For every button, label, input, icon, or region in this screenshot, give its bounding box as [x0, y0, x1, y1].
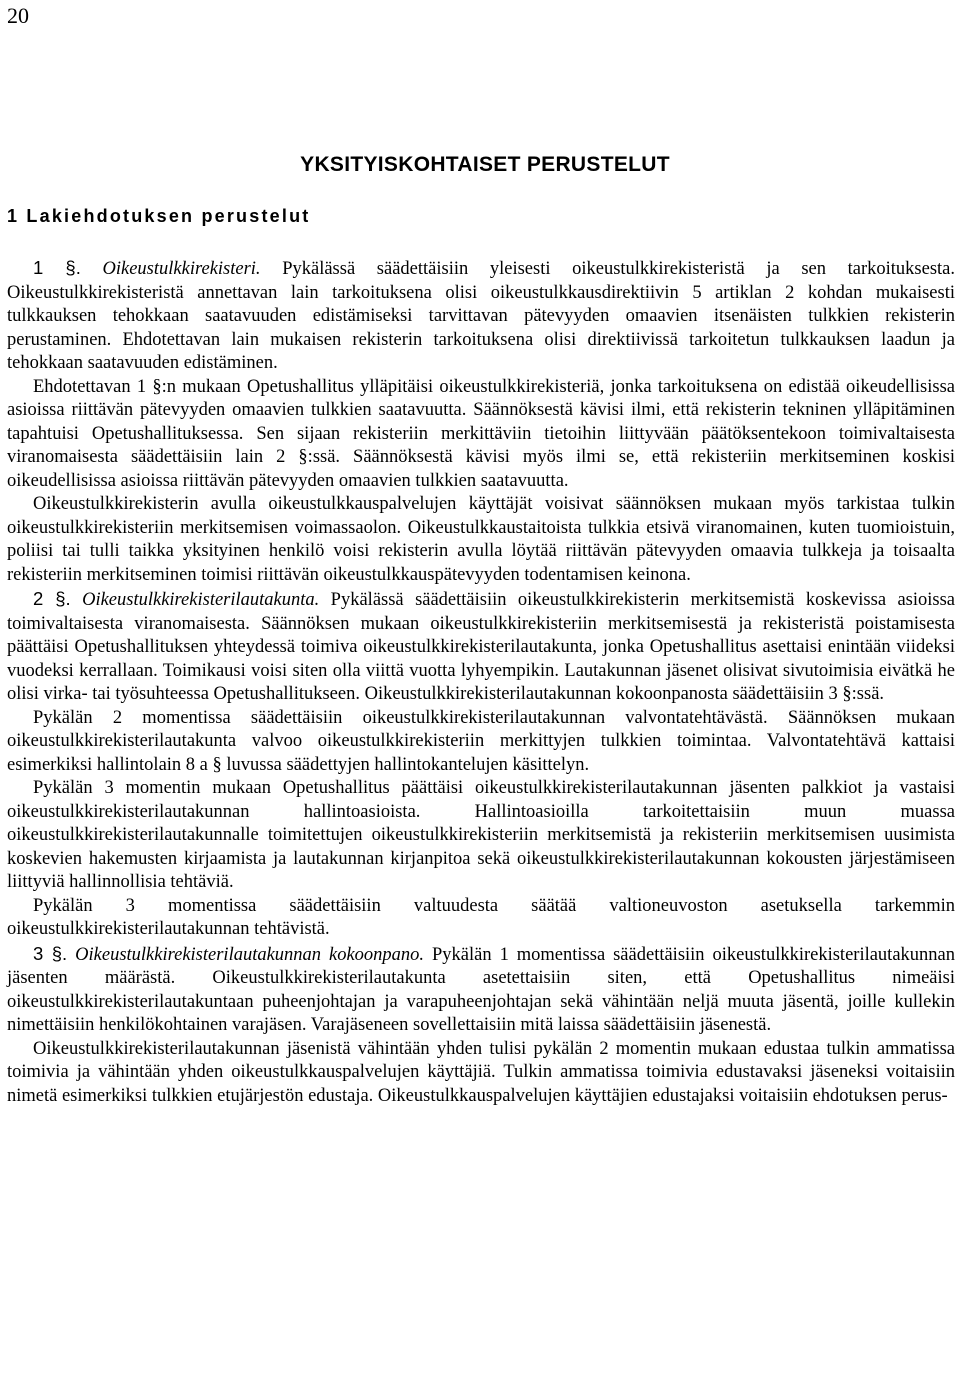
paragraph-text: Pykälässä säädettäisiin yleisesti oikeustulkkirekisteristä ja sen tarkoituksesta. Oikeustulkkirekisteristä annettavan lain tarkoituksena olisi oikeustulkkausdirektiivin 5 artiklan 2 kohdan mukaisesti tulkkauksen tehokkaan saatavuuden edistämiseksi tarvittavan pätevyyden omaavien itsenäisten tulkkien rekisterin perustaminen. Ehdotettavan lain mukaisen rekisterin tarkoituksena olisi direktiivissä tarkoitetun tulkkauksen laadun ja tehokkaan saatavuuden edistäminen.	[7, 259, 956, 373]
paragraph-section-3	[7, 942, 955, 1038]
paragraph-section-1	[7, 256, 955, 376]
section-name: Oikeustulkkirekisterilautakunta.	[82, 590, 320, 610]
section-number: 3 §.	[33, 942, 68, 964]
paragraph: Oikeustulkkirekisterin avulla oikeustulkkauspalvelujen käyttäjät voisivat säännöksen mukaan myös tarkistaa tulkin oikeustulkkirekisteriin merkitsemisen voimassaolon. Oikeustulkkaustaitoista tulkkia etsivä viranomainen, kuten tuomioistuin, poliisi tai tulli taikka yksityinen henkilö voisi rekisterin avulla löytää riittävän pätevyyden omaavia tulkkeja ja toisaalta rekisteriin merkitseminen toimisi riittävän oikeustulkkauspätevyyden todentamisen keinona.	[7, 494, 955, 585]
section-name: Oikeustulkkirekisterilautakunnan kokoonpano.	[75, 944, 425, 965]
section-heading: 1 Lakiehdotuksen perustelut	[7, 206, 311, 226]
paragraph-section-2	[7, 587, 955, 707]
paragraph: Pykälän 3 momentissa säädettäisiin valtuudesta säätää valtioneuvoston asetuksella tarkemmin oikeustulkkirekisterilautakunnan tehtävistä.	[7, 895, 955, 939]
paragraph: Pykälän 2 momentissa säädettäisiin oikeustulkkirekisterilautakunnan valvontatehtävästä. Säännöksen mukaan oikeustulkkirekisterilautakunta valvoo oikeustulkkirekisteriin merkittyjen tulkkien toimintaa. Valvontatehtävä kattaisi esimerkiksi hallintolain 8 a § luvussa säädettyjen hallintokantelujen käsittelyn.	[7, 707, 955, 775]
paragraph-text: Pykälässä säädettäisiin oikeustulkkirekisterin merkitsemistä koskevissa asioissa toimivaltaisesta viranomaisesta. Säännöksen mukaan oikeustulkkirekisteriin merkitsemisestä ja rekisteristä poistamisesta päättäisi Opetushallituksen yhteydessä toimiva oikeustulkkirekisterilautakunta, jonka Opetushallitus asettaisi enintään viideksi vuodeksi kerrallaan. Toimikausi voisi siten olla viittä vuotta lyhyempikin. Lautakunnan jäsenet olisivat sivutoimisia eivätkä he olisi virka- tai työsuhteessa Opetushallitukseen. Oikeustulkkirekisterilautakunnan kokoonpanosta säädettäisiin 3 §:ssä.	[7, 590, 956, 704]
paragraph: Oikeustulkkirekisterilautakunnan jäsenistä vähintään yhden tulisi pykälän 2 momentin mukaan edustaa tulkin ammatissa toimivia ja vähintään yhden oikeustulkkauspalvelujen käyttäjiä. Tulkin ammatissa toimivia edustavaksi jäseneksi voitaisiin nimetä esimerkiksi tulkkien etujärjestön edustaja. Oikeustulkkauspalvelujen käyttäjien edustajaksi voitaisiin ehdotuksen perus-	[7, 1038, 955, 1106]
paragraph: Ehdotettavan 1 §:n mukaan Opetushallitus ylläpitäisi oikeustulkkirekisteriä, jonka tarkoituksena on edistää oikeudellisissa asioissa riittävän pätevyyden omaavien tulkkien saatavuutta. Säännöksestä kävisi ilmi, että rekisterin tekninen ylläpitäminen tapahtuisi Opetushallituksessa. Sen sijaan rekisteriin merkittäviin tietoihin liittyvään päätöksentekoon toimivaltaisesta viranomaisesta säädettäisiin lain 2 §:ssä. Säännöksestä kävisi myös ilmi se, että rekisteriin merkitseminen koskisi oikeudellisissa asioissa riittävän pätevyyden omaavien tulkkien saatavuutta.	[7, 376, 955, 491]
section-number: 2 §.	[33, 588, 71, 609]
paragraph-text: Pykälän 1 momentissa säädettäisiin oikeustulkkirekisterilautakunnan jäsenten määrästä. Oikeustulkkirekisterilautakunta asetettaisiin siten, että Opetushallitus nimeäisi oikeustulkkirekisterilautakuntaan puheenjohtajan ja varapuheenjohtajan sekä vähintään neljä muuta jäsentä, joille kullekin nimettäisiin henkilökohtainen varajäsen. Varajäseneen sovellettaisiin mitä laissa säädettäisiin jäsenestä.	[7, 944, 955, 1035]
page-number: 20	[7, 3, 29, 28]
section-name: Oikeustulkkirekisteri.	[102, 259, 261, 279]
paragraph: Pykälän 3 momentin mukaan Opetushallitus päättäisi oikeustulkkirekisterilautakunnan jäsenten palkkiot ja vastaisi oikeustulkkirekisterilautakunnan hallintoasioista. Hallintoasioilla tarkoitettaisiin muun muassa oikeustulkkirekisterilautakunnalle toimitettujen oikeustulkkirekisteriin merkitsemistä ja rekisteriin merkitsemisen uusimista koskevien hakemusten kirjaamista ja lautakunnan kirjanpitoa sekä oikeustulkkirekisterilautakunnan kokousten järjestämiseen liittyviä hallinnollisia tehtäviä.	[7, 778, 955, 892]
body-text	[7, 256, 955, 1108]
section-number: 1 §.	[33, 257, 81, 278]
document-title: YKSITYISKOHTAISET PERUSTELUT	[300, 153, 670, 176]
